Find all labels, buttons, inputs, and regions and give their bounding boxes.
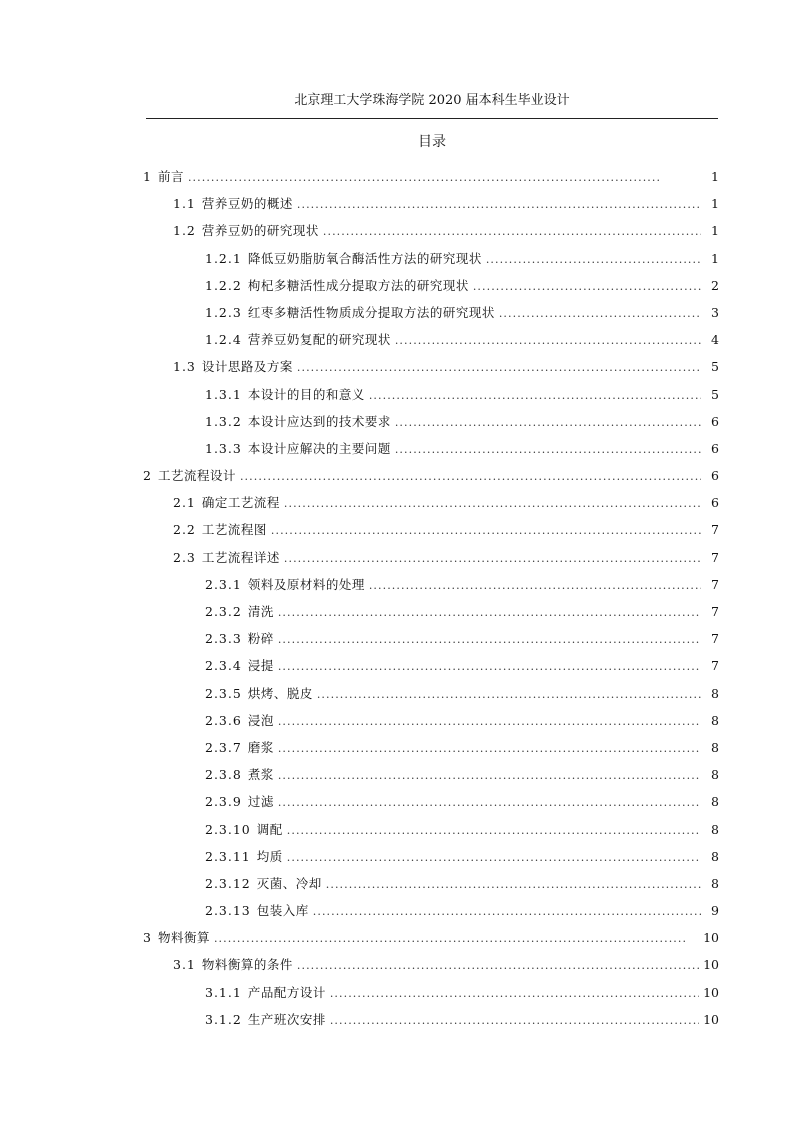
toc-entry[interactable] — [143, 575, 719, 602]
toc-entry-page: 7 — [711, 549, 719, 565]
toc-entry-number: 1.3.3 — [205, 440, 242, 456]
toc-entry-title: 灭菌、冷却 — [256, 875, 322, 891]
toc-dot-leader — [271, 520, 701, 541]
toc-entry-title: 营养豆奶复配的研究现状 — [247, 332, 391, 348]
toc-entry-number: 2.3.4 — [205, 658, 242, 674]
toc-entry-page: 7 — [711, 658, 719, 674]
toc-dot-leader — [284, 548, 701, 569]
toc-entry-title: 工艺流程设计 — [157, 468, 236, 484]
toc-dot-leader — [278, 629, 701, 650]
toc-entry-page: 8 — [711, 712, 719, 728]
toc-entry-title: 设计思路及方案 — [201, 359, 293, 375]
toc-entry-page: 8 — [711, 848, 719, 864]
toc-entry-page: 10 — [703, 957, 719, 973]
toc-entry-number: 2.1 — [173, 495, 196, 511]
toc-entry-title: 包装入库 — [256, 903, 309, 919]
toc-dot-leader — [323, 221, 701, 242]
toc-entry[interactable] — [143, 792, 719, 819]
toc-entry-number: 2.3.3 — [205, 631, 242, 647]
toc-dot-leader — [297, 357, 701, 378]
toc-entry-page: 1 — [711, 196, 719, 212]
toc-entry[interactable] — [143, 847, 719, 874]
toc-entry-page: 10 — [703, 1011, 719, 1027]
toc-entry-title: 物料衡算的条件 — [201, 957, 293, 973]
toc-entry-page: 10 — [703, 930, 719, 946]
toc-entry-title: 调配 — [256, 821, 283, 837]
toc-dot-leader — [287, 847, 701, 868]
toc-dot-leader — [188, 167, 701, 188]
toc-entry-number: 1.2 — [173, 223, 196, 239]
toc-title: 目录 — [418, 134, 446, 150]
toc-entry[interactable] — [143, 955, 719, 982]
toc-dot-leader — [369, 385, 701, 406]
toc-entry-page: 6 — [711, 413, 719, 429]
toc-entry-number: 2.3.6 — [205, 712, 242, 728]
toc-entry[interactable] — [143, 194, 719, 221]
toc-dot-leader — [278, 792, 701, 813]
toc-entry-number: 3.1 — [173, 957, 196, 973]
toc-entry-page: 8 — [711, 875, 719, 891]
toc-entry-page: 6 — [711, 440, 719, 456]
toc-entry-page: 3 — [711, 304, 719, 320]
table-of-contents — [143, 167, 719, 1037]
toc-entry-title: 枸杞多糖活性成分提取方法的研究现状 — [247, 277, 469, 293]
header-divider — [146, 118, 718, 119]
toc-entry-number: 2.3.13 — [205, 903, 251, 919]
toc-entry-page: 6 — [711, 495, 719, 511]
toc-entry[interactable] — [143, 221, 719, 248]
toc-entry-number: 2.3.10 — [205, 821, 251, 837]
toc-entry-title: 前言 — [157, 169, 184, 184]
toc-dot-leader — [395, 439, 701, 460]
toc-entry-page: 1 — [711, 169, 719, 184]
toc-entry-number: 2.3.11 — [205, 848, 251, 864]
toc-entry-title: 工艺流程详述 — [201, 549, 280, 565]
toc-entry[interactable] — [143, 466, 719, 493]
toc-entry-page: 4 — [711, 332, 719, 348]
toc-entry[interactable] — [143, 493, 719, 520]
toc-entry[interactable] — [143, 412, 719, 439]
toc-entry[interactable] — [143, 820, 719, 847]
toc-dot-leader — [278, 765, 701, 786]
toc-entry-title: 物料衡算 — [157, 930, 210, 946]
toc-entry-title: 生产班次安排 — [247, 1011, 326, 1027]
toc-entry-number: 1.2.1 — [205, 250, 242, 266]
toc-entry[interactable] — [143, 874, 719, 901]
toc-entry[interactable] — [143, 385, 719, 412]
toc-entry-page: 8 — [711, 794, 719, 810]
toc-entry-title: 浸泡 — [247, 712, 274, 728]
toc-entry[interactable] — [143, 684, 719, 711]
toc-entry[interactable] — [143, 439, 719, 466]
toc-entry-title: 确定工艺流程 — [201, 495, 280, 511]
toc-entry-title: 清洗 — [247, 604, 274, 619]
page-header: 北京理工大学珠海学院 2020 届本科生毕业设计 — [294, 93, 570, 108]
toc-entry[interactable] — [143, 928, 719, 955]
toc-entry-number: 2.3.5 — [205, 685, 242, 701]
toc-dot-leader — [499, 303, 701, 324]
toc-entry-title: 烘烤、脱皮 — [247, 685, 313, 701]
toc-entry[interactable] — [143, 249, 719, 276]
toc-entry-title: 降低豆奶脂肪氧合酶活性方法的研究现状 — [247, 250, 482, 266]
toc-dot-leader — [330, 983, 699, 1004]
toc-entry-page: 7 — [711, 522, 719, 538]
toc-entry-number: 2.3.2 — [205, 604, 242, 619]
toc-entry-number: 1.2.3 — [205, 304, 242, 320]
toc-dot-leader — [278, 711, 701, 732]
toc-dot-leader — [395, 330, 701, 351]
toc-entry-title: 均质 — [256, 848, 283, 864]
toc-entry[interactable] — [143, 330, 719, 357]
toc-dot-leader — [330, 1010, 699, 1031]
toc-entry-page: 8 — [711, 767, 719, 783]
toc-entry-number: 2.3.7 — [205, 739, 242, 755]
toc-entry-number: 2.3.12 — [205, 875, 251, 891]
toc-entry-number: 1.3.2 — [205, 413, 242, 429]
toc-entry-number: 3 — [143, 930, 152, 946]
toc-entry[interactable] — [143, 276, 719, 303]
toc-entry-page: 1 — [711, 250, 719, 266]
toc-entry-title: 营养豆奶的概述 — [201, 196, 293, 212]
toc-entry-page: 8 — [711, 685, 719, 701]
toc-entry-title: 过滤 — [247, 794, 274, 810]
toc-dot-leader — [473, 276, 701, 297]
toc-entry-number: 2 — [143, 468, 152, 484]
toc-entry-number: 3.1.1 — [205, 984, 242, 1000]
toc-entry-number: 1.3 — [173, 359, 196, 375]
toc-entry-number: 2.3.9 — [205, 794, 242, 810]
toc-entry[interactable] — [143, 983, 719, 1010]
toc-entry-title: 营养豆奶的研究现状 — [201, 223, 319, 239]
toc-entry-page: 2 — [711, 277, 719, 293]
toc-entry-page: 7 — [711, 604, 719, 619]
toc-entry[interactable] — [143, 602, 719, 629]
toc-entry[interactable] — [143, 167, 719, 194]
toc-entry[interactable] — [143, 738, 719, 765]
toc-entry-title: 领料及原材料的处理 — [247, 576, 365, 592]
toc-entry-page: 8 — [711, 739, 719, 755]
toc-entry[interactable] — [143, 711, 719, 738]
toc-entry-title: 本设计的目的和意义 — [247, 386, 365, 402]
toc-dot-leader — [214, 928, 699, 949]
toc-entry-page: 8 — [711, 821, 719, 837]
toc-entry-number: 1.1 — [173, 196, 196, 212]
toc-entry-number: 2.3.1 — [205, 576, 242, 592]
toc-entry[interactable] — [143, 1010, 719, 1037]
toc-dot-leader — [486, 249, 701, 270]
toc-entry-number: 2.3 — [173, 549, 196, 565]
toc-entry-page: 5 — [711, 386, 719, 402]
toc-dot-leader — [278, 602, 701, 623]
toc-entry[interactable] — [143, 548, 719, 575]
toc-entry-page: 1 — [711, 223, 719, 239]
toc-dot-leader — [313, 901, 701, 922]
toc-entry-title: 磨浆 — [247, 739, 274, 755]
toc-entry[interactable] — [143, 520, 719, 547]
toc-entry-page: 10 — [703, 984, 719, 1000]
toc-entry[interactable] — [143, 901, 719, 928]
toc-entry-number: 1 — [143, 169, 152, 184]
toc-entry-number: 1.3.1 — [205, 386, 242, 402]
toc-entry-title: 产品配方设计 — [247, 984, 326, 1000]
toc-dot-leader — [278, 656, 701, 677]
toc-entry-page: 5 — [711, 359, 719, 375]
toc-dot-leader — [287, 820, 701, 841]
toc-dot-leader — [326, 874, 701, 895]
toc-entry-number: 1.2.2 — [205, 277, 242, 293]
toc-dot-leader — [278, 738, 701, 759]
toc-entry[interactable] — [143, 656, 719, 683]
toc-entry-title: 煮浆 — [247, 767, 274, 783]
toc-entry-page: 7 — [711, 576, 719, 592]
toc-entry-page: 6 — [711, 468, 719, 484]
toc-entry-number: 3.1.2 — [205, 1011, 242, 1027]
toc-entry-title: 本设计应解决的主要问题 — [247, 440, 391, 456]
toc-entry[interactable] — [143, 303, 719, 330]
toc-entry-number: 2.2 — [173, 522, 196, 538]
toc-entry-title: 工艺流程图 — [201, 522, 267, 538]
toc-entry-page: 9 — [711, 903, 719, 919]
toc-dot-leader — [297, 955, 699, 976]
toc-entry-title: 浸提 — [247, 658, 274, 674]
toc-dot-leader — [297, 194, 701, 215]
toc-dot-leader — [284, 493, 701, 514]
toc-entry[interactable] — [143, 765, 719, 792]
toc-entry-title: 红枣多糖活性物质成分提取方法的研究现状 — [247, 304, 495, 320]
toc-entry[interactable] — [143, 629, 719, 656]
toc-entry-number: 1.2.4 — [205, 332, 242, 348]
toc-entry[interactable] — [143, 357, 719, 384]
toc-dot-leader — [240, 466, 701, 487]
toc-dot-leader — [395, 412, 701, 433]
toc-entry-title: 粉碎 — [247, 631, 274, 647]
toc-dot-leader — [369, 575, 701, 596]
toc-entry-title: 本设计应达到的技术要求 — [247, 413, 391, 429]
toc-dot-leader — [317, 684, 701, 705]
toc-entry-number: 2.3.8 — [205, 767, 242, 783]
toc-entry-page: 7 — [711, 631, 719, 647]
